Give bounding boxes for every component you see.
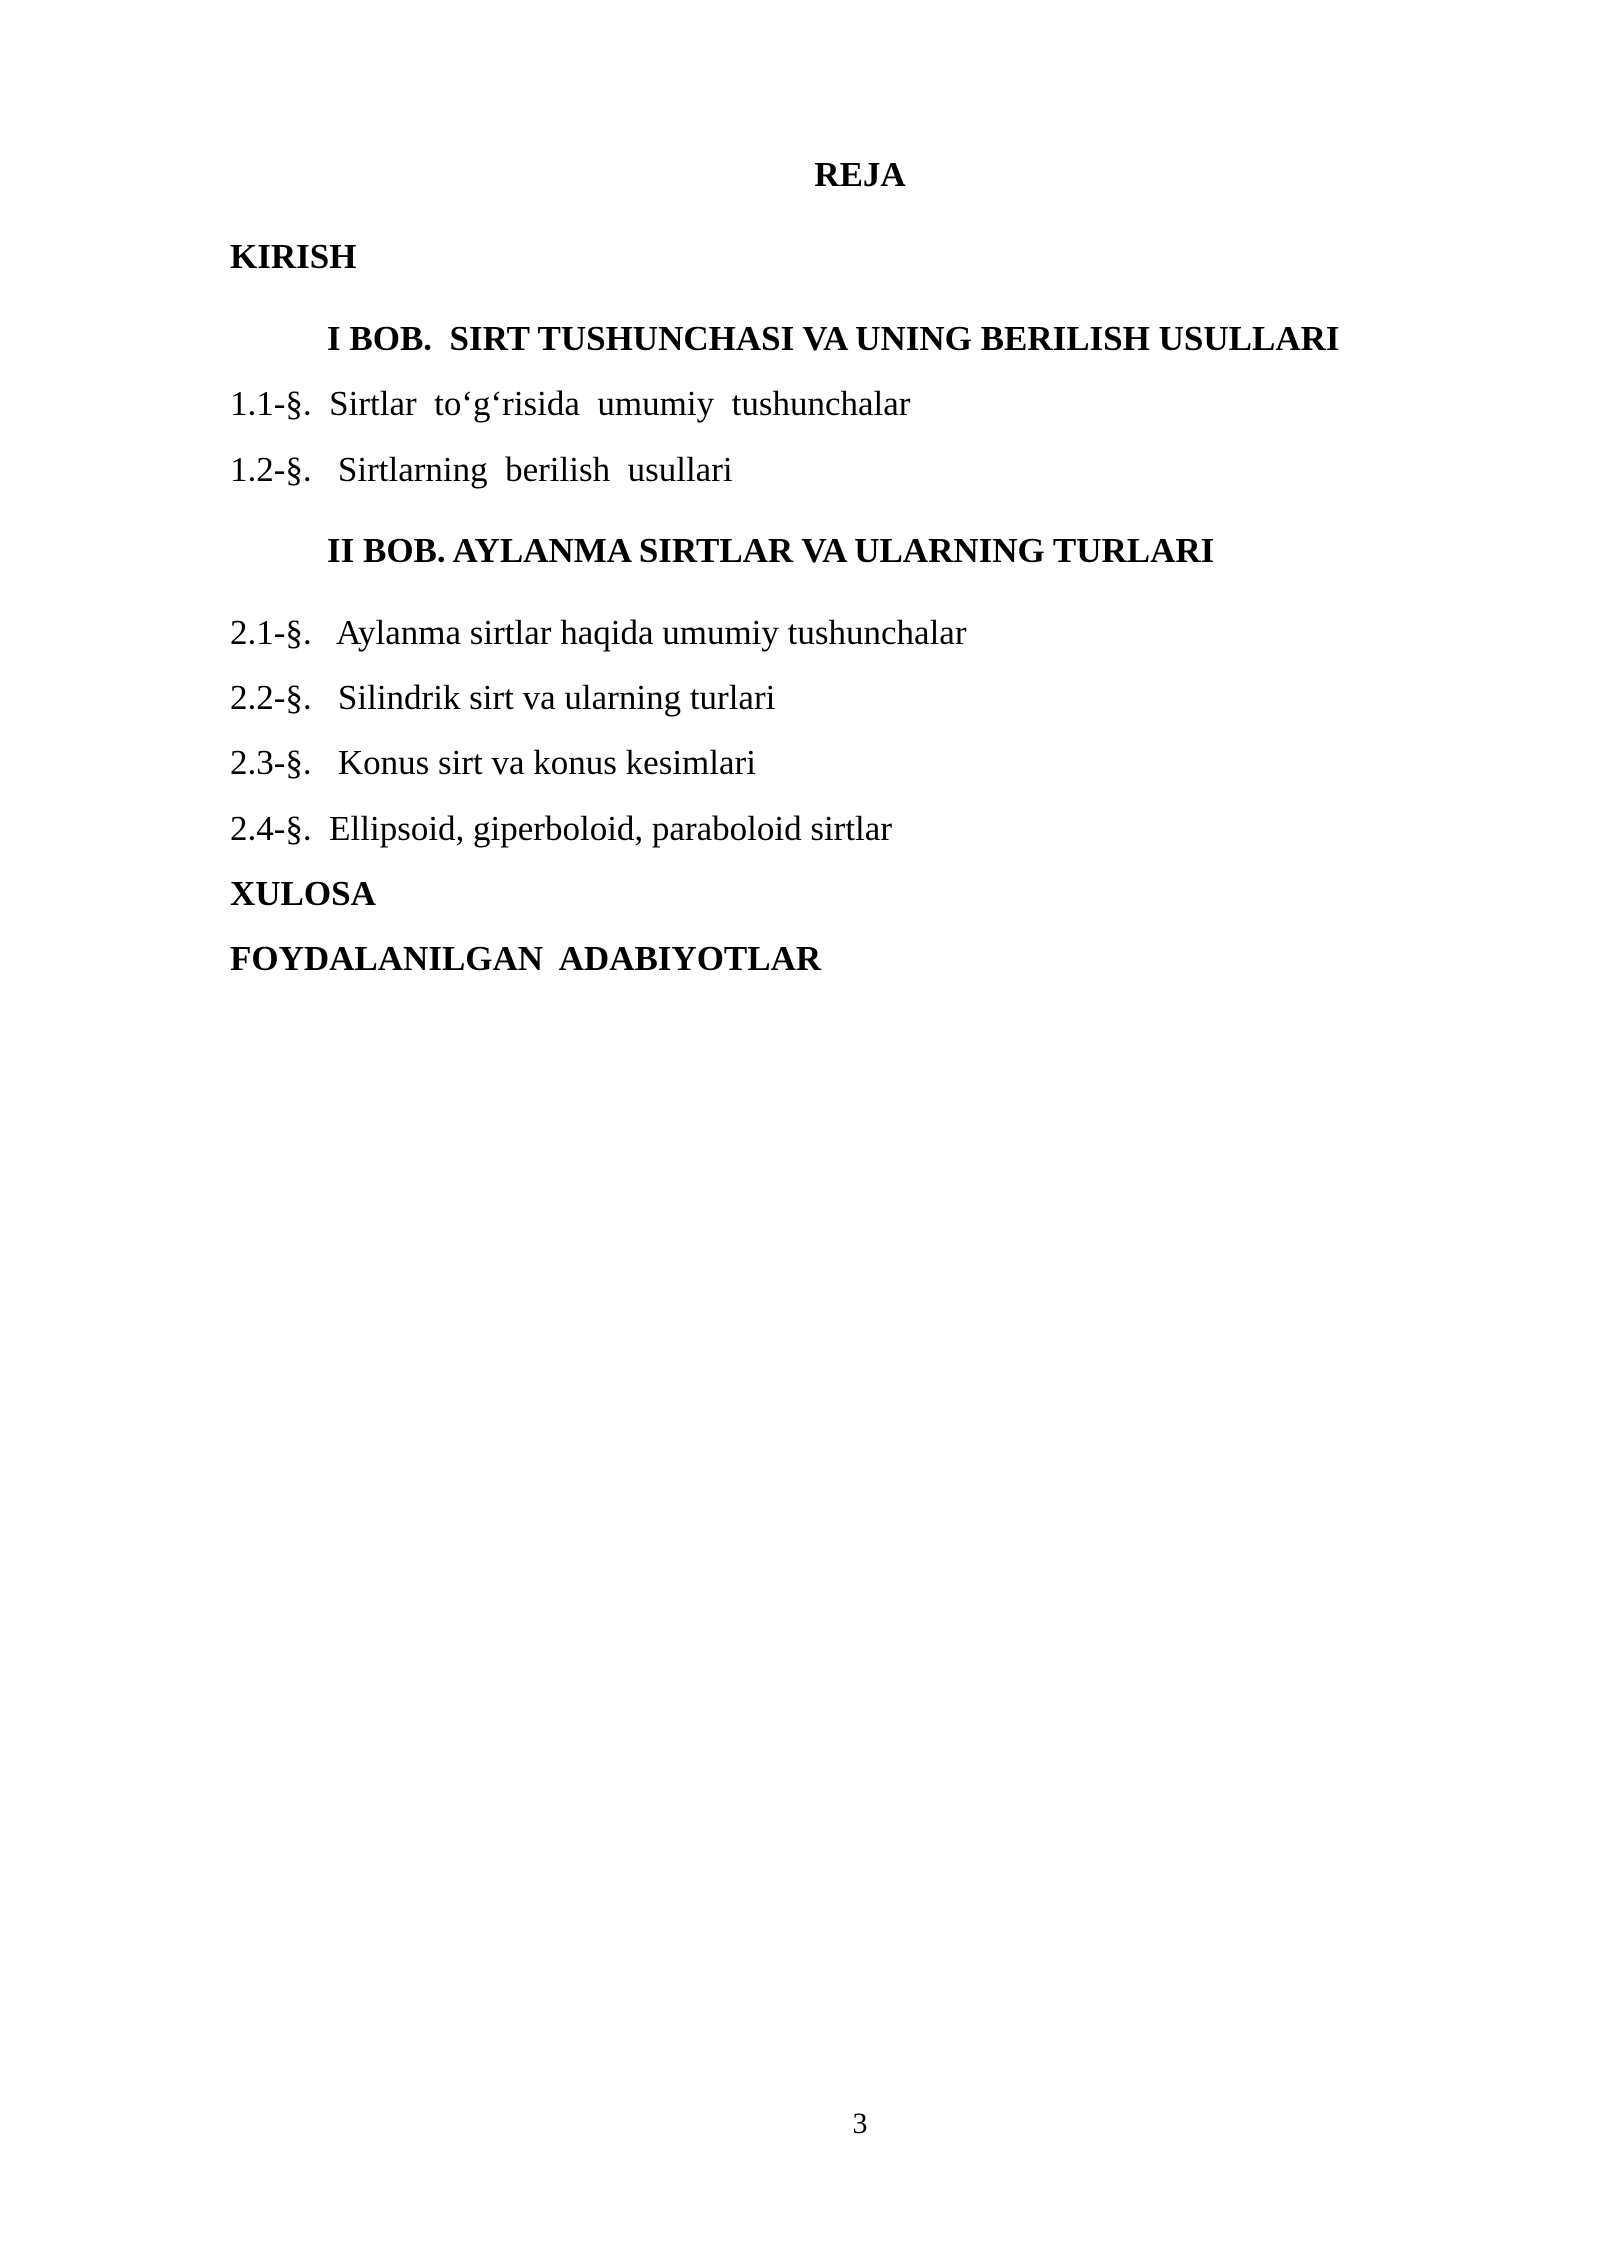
section-2-3: 2.3-§. Konus sirt va konus kesimlari — [230, 743, 756, 782]
chapter-2-heading: II BOB. AYLANMA SIRTLAR VA ULARNING TURLARI — [327, 531, 1215, 570]
page-number: 3 — [852, 2107, 868, 2140]
section-2-2: 2.2-§. Silindrik sirt va ularning turlari — [230, 678, 776, 717]
section-1-1: 1.1-§. Sirtlar to‘g‘risida umumiy tushunchalar — [230, 384, 911, 423]
references-heading: FOYDALANILGAN ADABIYOTLAR — [230, 939, 822, 978]
section-2-1: 2.1-§. Aylanma sirtlar haqida umumiy tushunchalar — [230, 613, 967, 652]
intro-heading: KIRISH — [230, 237, 357, 276]
conclusion-heading: XULOSA — [230, 874, 376, 913]
plan-title: REJA — [814, 155, 906, 194]
chapter-1-heading: I BOB. SIRT TUSHUNCHASI VA UNING BERILISH USULLARI — [327, 319, 1340, 358]
section-1-2: 1.2-§. Sirtlarning berilish usullari — [230, 450, 733, 489]
section-2-4: 2.4-§. Ellipsoid, giperboloid, paraboloid sirtlar — [230, 809, 892, 848]
